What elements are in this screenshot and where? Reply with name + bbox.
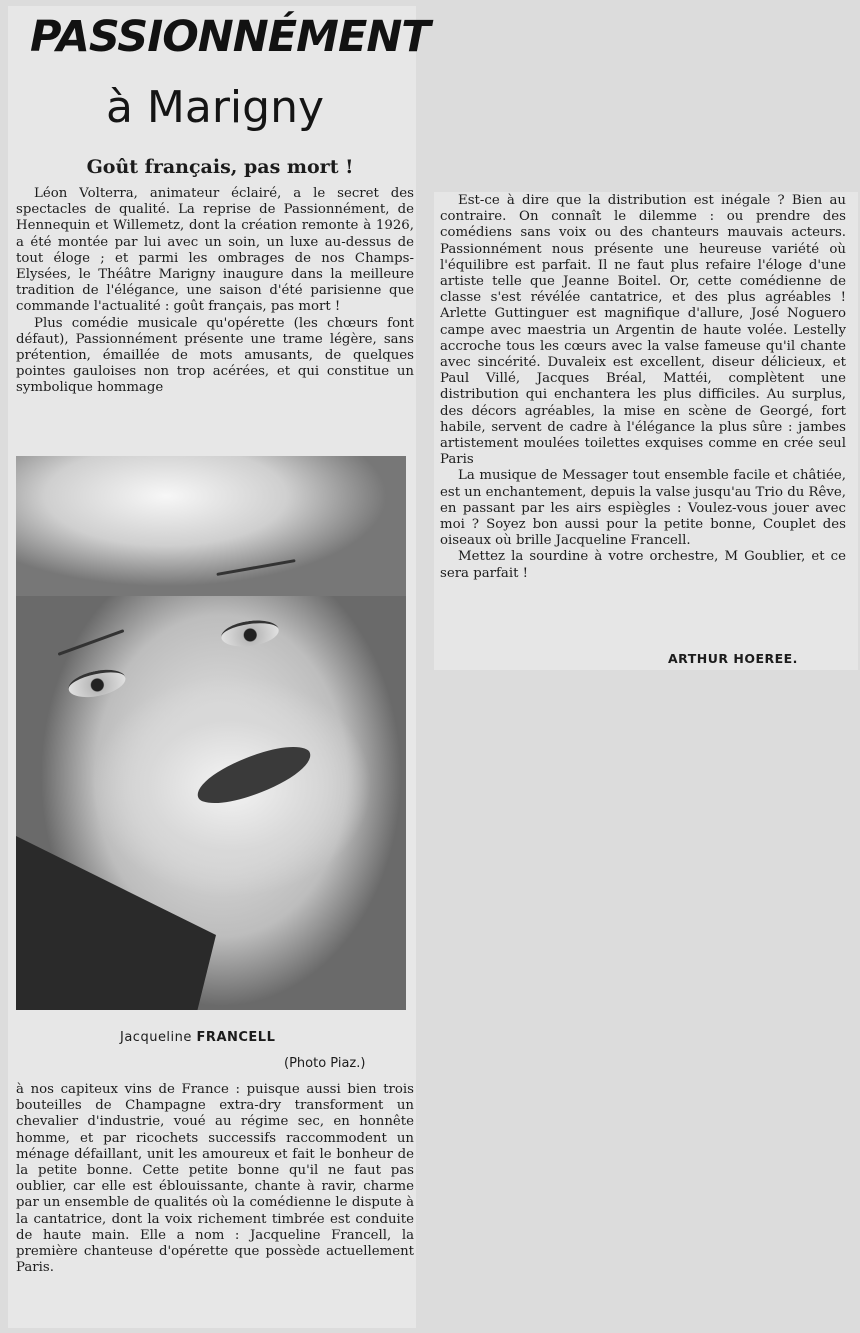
photo-credit: (Photo Piaz.) — [284, 1056, 366, 1071]
photo-hair — [16, 456, 406, 596]
headline-title: PASSIONNÉMENT — [30, 12, 430, 62]
photo-lips — [191, 738, 317, 811]
photo-caption — [120, 1030, 275, 1045]
column-1-bottom — [16, 1082, 414, 1326]
column-2 — [440, 193, 846, 653]
subheading: Goût français, pas mort ! — [86, 156, 354, 178]
caption-first-name: Jacqueline — [120, 1030, 192, 1045]
photo-eye — [220, 617, 281, 650]
paragraph: La musique de Messager tout ensemble facile et châtiée, est un enchantement, depuis la valse jusqu'au Trio du Rêve, en passant par les airs espiègles : Voulez-vous jouer avec moi ? Soyez bon aussi pour la petite bonne, Couplet des oiseaux où brille Jacqueline Francell. — [440, 468, 846, 549]
paragraph: Léon Volterra, animateur éclairé, a le secret des spectacles de qualité. La reprise de Passionnément, de Hennequin et Willemetz, dont la création remonte à 1926, a été montée par lui avec un soin, un luxe au-dessus de tout éloge ; et parmi les ombrages de nos Champs-Elysées, le Théâtre Marigny inaugure dans la meilleure tradition de l'élégance, une saison d'été parisienne que commande l'actualité : goût français, pas mort ! — [16, 186, 414, 315]
author-signature: ARTHUR HOEREE. — [668, 651, 798, 666]
caption-last-name: FRANCELL — [196, 1030, 276, 1045]
paragraph: Est-ce à dire que la distribution est inégale ? Bien au contraire. On connaît le dilemme : ou prendre des comédiens sans voix ou des chanteurs mauvais acteurs. Passionnément nous présente une heureuse variété où l'équilibre est parfait. Il ne faut plus refaire l'éloge d'une artiste telle que Jeanne Boitel. Or, cette comédienne de classe s'est révélée cantatrice, et des plus agréables ! Arlette Guttinguer est magnifique d'allure, José Noguero campe avec maestria un Argentin de haute volée. Lestelly accroche tous les cœurs avec la valse fameuse qu'il chante avec sincérité. Duvaleix est excellent, diseur délicieux, et Paul Villé, Jacques Bréal, Mattéi, complètent une distribution qui enchantera les plus difficiles. Au surplus, des décors agréables, la mise en scène de Georgé, fort habile, servent de cadre à l'élégance la plus sûre : jambes artistement moulées toilettes exquises comme en crée seul Paris — [440, 193, 846, 468]
paragraph: Plus comédie musicale qu'opérette (les chœurs font défaut), Passionnément présente une trame légère, sans prétention, émaillée de mots amusants, de quelques pointes gauloises non trop acérées, et qui constitue un symbolique hommage — [16, 315, 414, 396]
photo-shoulder — [16, 836, 216, 1010]
paragraph: Mettez la sourdine à votre orchestre, M Goublier, et ce sera parfait ! — [440, 549, 846, 581]
headline-subtitle: à Marigny — [105, 82, 325, 133]
column-1-top — [16, 186, 414, 440]
photo-eye — [66, 665, 128, 702]
portrait-photo — [16, 456, 406, 1010]
photo-brow — [58, 629, 125, 656]
paragraph: à nos capiteux vins de France : puisque aussi bien trois bouteilles de Champagne extra-dry transforment un chevalier d'industrie, voué au régime sec, en honnête homme, et par ricochets successifs raccommodent un ménage défaillant, unit les amoureux et fait le bonheur de la petite bonne. Cette petite bonne qu'il ne faut pas oublier, car elle est éblouissante, chante à ravir, charme par un ensemble de qualités où la comédienne le dispute à la cantatrice, dont la voix richement timbrée est conduite de haute main. Elle a nom : Jacqueline Francell, la première chanteuse d'opérette que possède actuellement Paris. — [16, 1082, 414, 1276]
